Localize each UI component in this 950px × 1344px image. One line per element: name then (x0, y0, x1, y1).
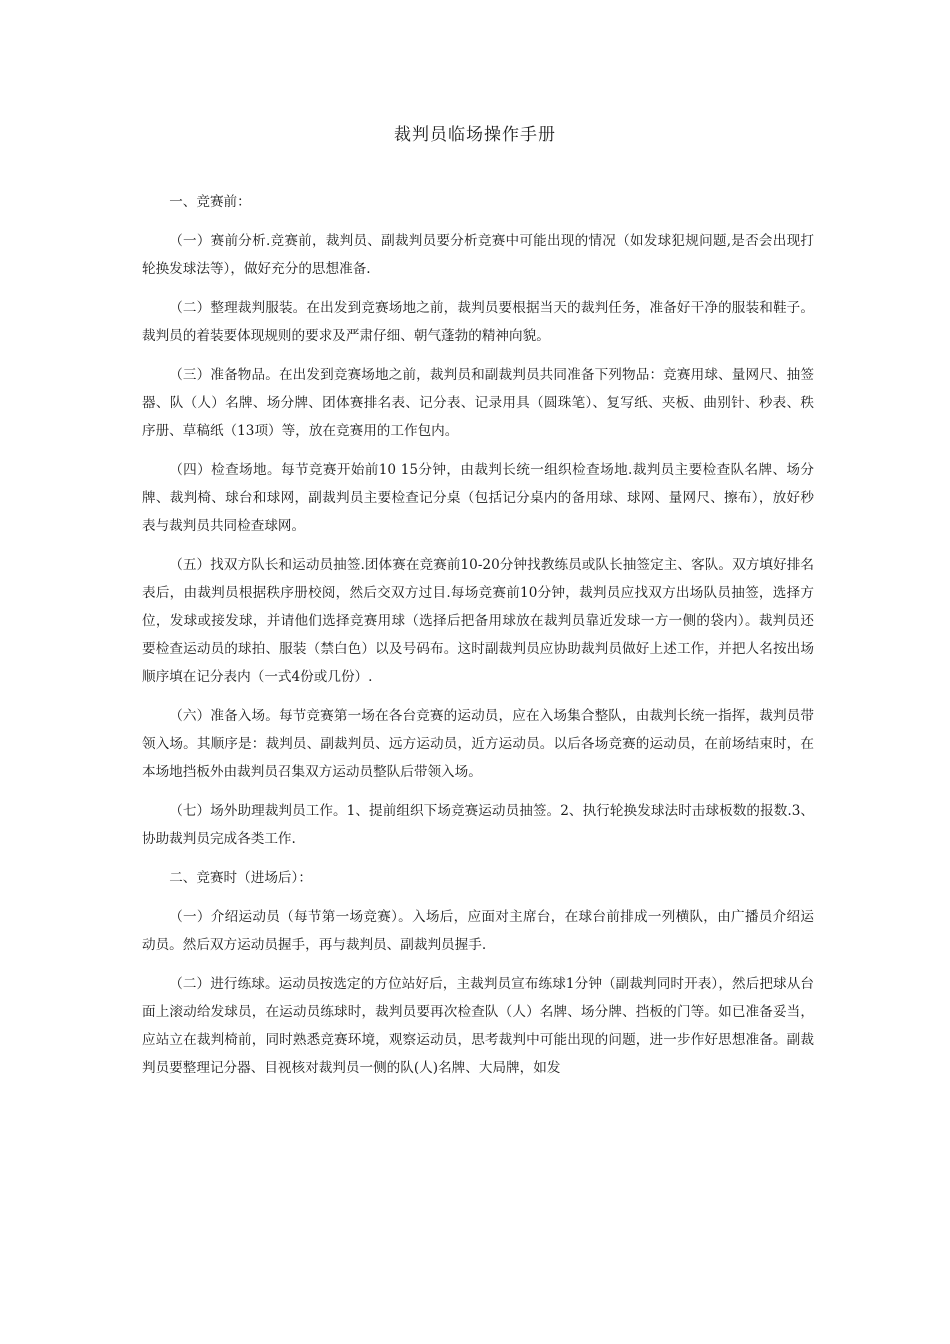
paragraph-inspect-venue: （四）检查场地。每节竞赛开始前10 15分钟，由裁判长统一组织检查场地.裁判员主要检查队名牌、场分牌、裁判椅、球台和球网，副裁判员主要检查记分桌（包括记分桌内的备用球、球网、量网尺、擦布），放好秒表与裁判员共同检查球网。 (142, 462, 814, 534)
paragraph-assistant-referee: （七）场外助理裁判员工作。1、提前组织下场竞赛运动员抽签。2、执行轮换发球法时击球板数的报数.3、协助裁判员完成各类工作. (142, 803, 814, 847)
page-title: 裁判员临场操作手册 (394, 125, 556, 145)
paragraph-pre-match-analysis: （一）赛前分析.竞赛前，裁判员、副裁判员要分析竞赛中可能出现的情况（如发球犯规问题,是否会出现打轮换发球法等），做好充分的思想准备. (142, 233, 814, 277)
document-body (142, 188, 814, 1093)
paragraph-prepare-items: （三）准备物品。在出发到竞赛场地之前，裁判员和副裁判员共同准备下列物品：竞赛用球、量网尺、抽签器、队（人）名牌、场分牌、团体赛排名表、记分表、记录用具（圆珠笔）、复写纸、夹板、曲别针、秒表、秩序册、草稿纸（13项）等，放在竞赛用的工作包内。 (142, 367, 814, 439)
section-heading-during-competition: 二、竞赛时（进场后）： (169, 870, 312, 886)
paragraph-draw-lots: （五）找双方队长和运动员抽签.团体赛在竞赛前10-20分钟找教练员或队长抽签定主、客队。双方填好排名表后，由裁判员根据秩序册校阅，然后交双方过目.每场竞赛前10分钟，裁判员应找双方出场队员抽签，选择方位，发球或接发球，并请他们选择竞赛用球（选择后把备用球放在裁判员靠近发球一方一侧的袋内）。裁判员还要检查运动员的球拍、服装（禁白色）以及号码布。这时副裁判员应协助裁判员做好上述工作，并把人名按出场顺序填在记分表内（一式4份或几份）. (142, 557, 814, 685)
paragraph-prepare-entry: （六）准备入场。每节竞赛第一场在各台竞赛的运动员，应在入场集合整队，由裁判长统一指挥，裁判员带领入场。其顺序是：裁判员、副裁判员、远方运动员，近方运动员。以后各场竞赛的运动员，在前场结束时，在本场地挡板外由裁判员召集双方运动员整队后带领入场。 (142, 708, 814, 780)
paragraph-warm-up: （二）进行练球。运动员按选定的方位站好后，主裁判员宣布练球1分钟（副裁判同时开表），然后把球从台面上滚动给发球员，在运动员练球时，裁判员要再次检查队（人）名牌、场分牌、挡板的门等。如已准备妥当，应站立在裁判椅前，同时熟悉竞赛环境，观察运动员，思考裁判中可能出现的问题，进一步作好思想准备。副裁判员要整理记分器、目视核对裁判员一侧的队(人)名牌、大局牌，如发 (142, 976, 814, 1076)
paragraph-referee-attire: （二）整理裁判服装。在出发到竞赛场地之前，裁判员要根据当天的裁判任务，准备好干净的服装和鞋子。裁判员的着装要体现规则的要求及严肃仔细、朝气蓬勃的精神向貌。 (142, 300, 814, 344)
section-heading-before-competition: 一、竞赛前： (169, 194, 251, 210)
paragraph-introduce-players: （一）介绍运动员（每节第一场竞赛）。入场后，应面对主席台，在球台前排成一列横队，由广播员介绍运动员。然后双方运动员握手，再与裁判员、副裁判员握手. (142, 909, 814, 953)
